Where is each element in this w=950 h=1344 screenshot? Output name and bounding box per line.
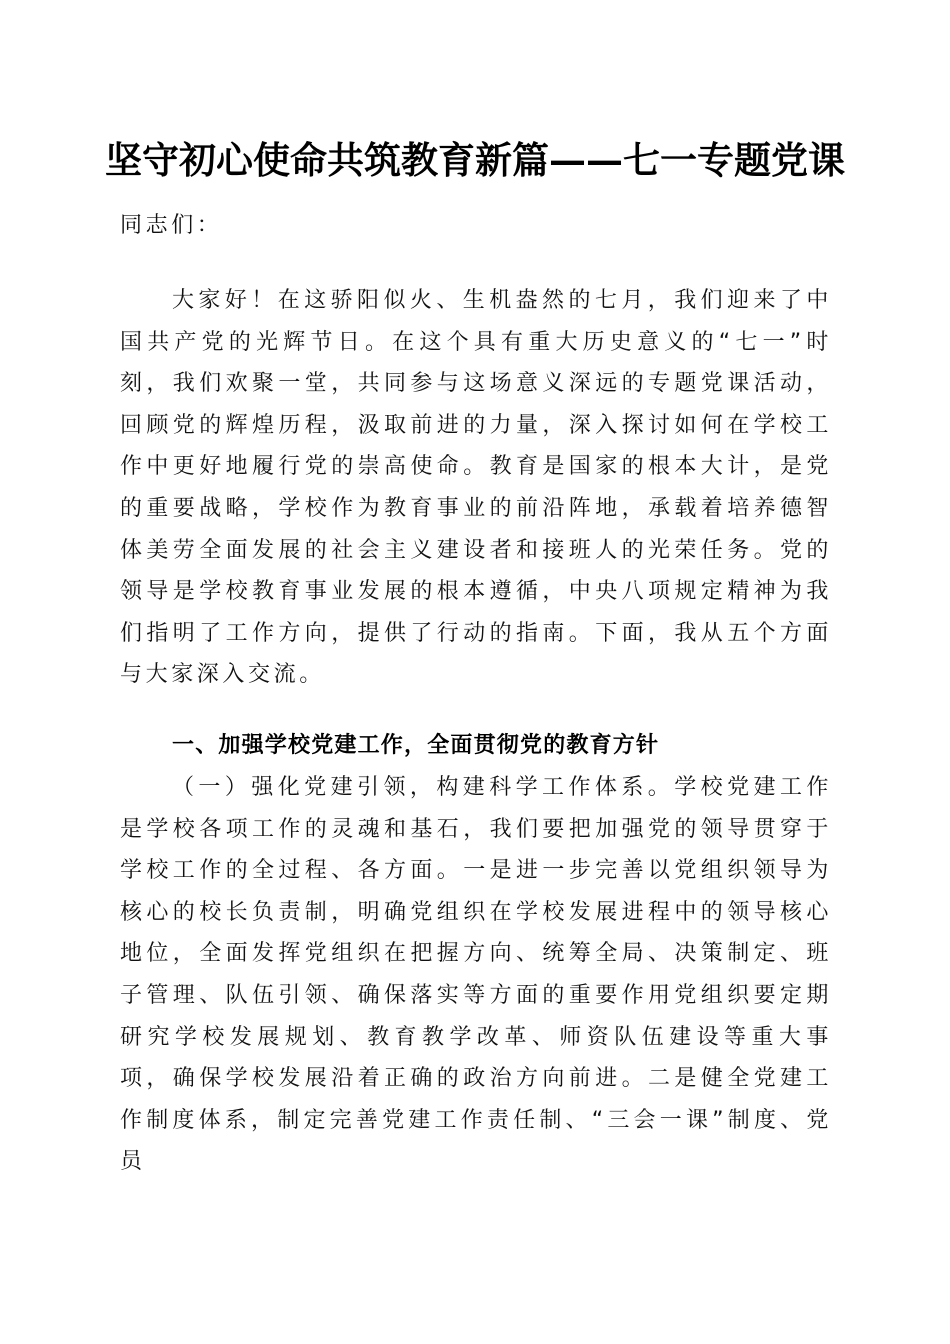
salutation: 同志们： [120, 213, 223, 238]
subsection-paragraph-1: （一）强化党建引领，构建科学工作体系。学校党建工作是学校各项工作的灵魂和基石，我们要把加强党的领导贯穿于学校工作的全过程、各方面。一是进一步完善以党组织领导为核心的校长负责制，明确党组织在学校发展进程中的领导核心地位，全面发挥党组织在把握方向、统筹全局、决策制定、班子管理、队伍引领、确保落实等方面的重要作用党组织要定期研究学校发展规划、教育教学改革、师资队伍建设等重大事项，确保学校发展沿着正确的政治方向前进。二是健全党建工作制度体系，制定完善党建工作责任制、“三会一课”制度、党员 [120, 775, 832, 1175]
section-heading-1: 一、加强学校党建工作，全面贯彻党的教育方针 [172, 733, 660, 758]
document-title: 坚守初心使命共筑教育新篇——七一专题党课 [105, 138, 845, 182]
opening-paragraph: 大家好！在这骄阳似火、生机盎然的七月，我们迎来了中国共产党的光辉节日。在这个具有重大历史意义的“七一”时刻，我们欢聚一堂，共同参与这场意义深远的专题党课活动，回顾党的辉煌历程，汲取前进的力量，深入探讨如何在学校工作中更好地履行党的崇高使命。教育是国家的根本大计，是党的重要战略，学校作为教育事业的前沿阵地，承载着培养德智体美劳全面发展的社会主义建设者和接班人的光荣任务。党的领导是学校教育事业发展的根本遵循，中央八项规定精神为我们指明了工作方向，提供了行动的指南。下面，我从五个方面与大家深入交流。 [120, 288, 832, 688]
